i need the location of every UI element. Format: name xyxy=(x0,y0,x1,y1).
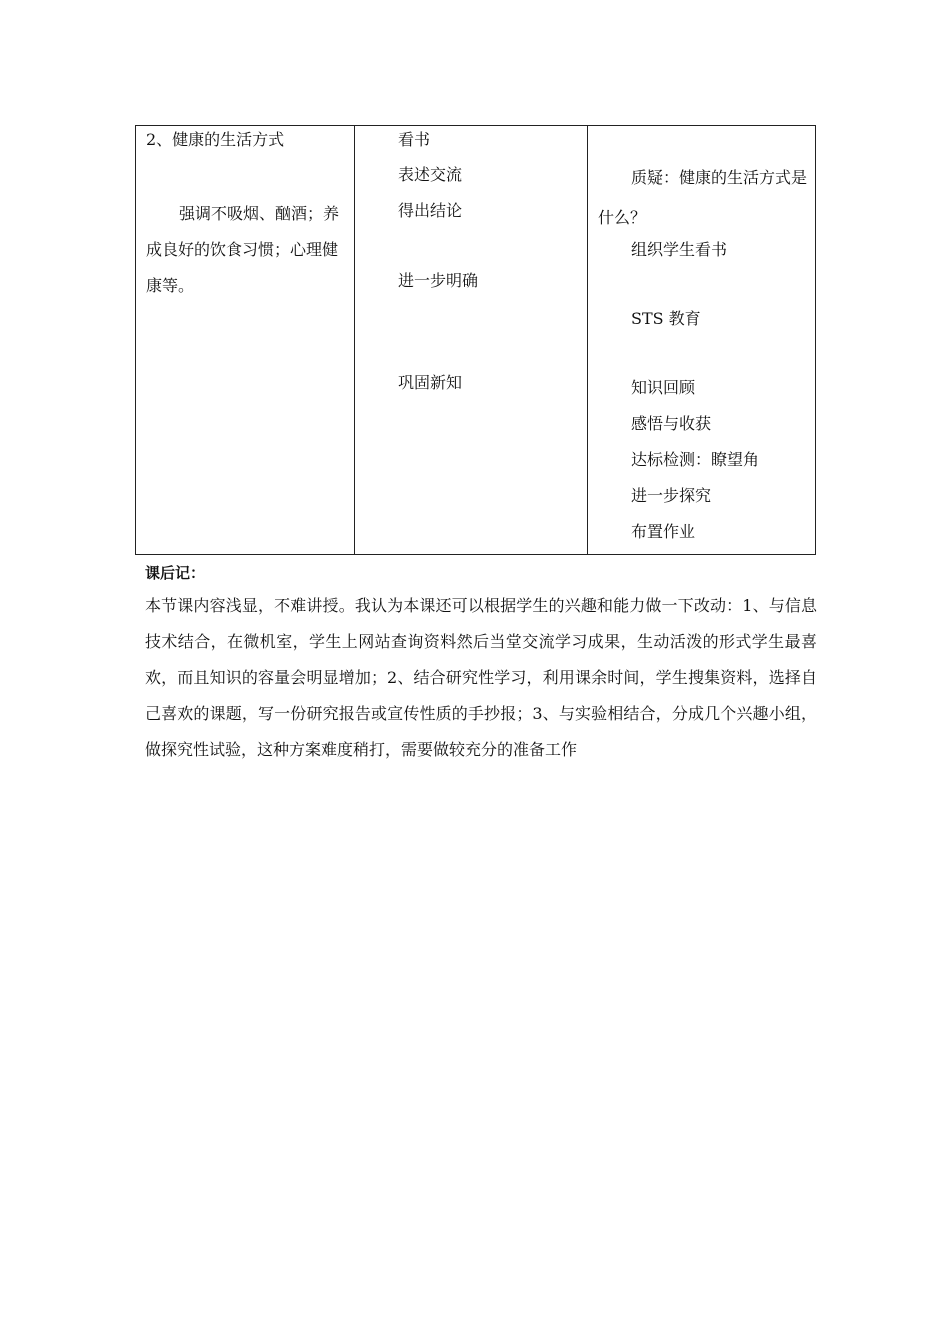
teacher-item: 进一步探究 xyxy=(631,486,712,505)
notes-heading: 课后记： xyxy=(145,564,206,582)
teacher-item: 达标检测：瞭望角 xyxy=(631,450,760,469)
student-activity-column xyxy=(355,126,588,554)
activity-item: 看书 xyxy=(398,130,431,149)
teacher-activity-column xyxy=(588,126,817,554)
activity-item: 得出结论 xyxy=(398,201,463,220)
section-description: 强调不吸烟、酗酒；养成良好的饮食习惯；心理健康等。 xyxy=(146,204,340,295)
teacher-item: 知识回顾 xyxy=(631,378,696,397)
teacher-item: 布置作业 xyxy=(631,522,696,541)
activity-item: 巩固新知 xyxy=(398,373,463,392)
teacher-item: 感悟与收获 xyxy=(631,414,712,433)
lesson-table xyxy=(135,125,816,555)
content-column xyxy=(136,126,355,554)
question-text: 质疑：健康的生活方式是什么？ xyxy=(598,168,808,227)
teacher-item: STS 教育 xyxy=(631,309,701,328)
notes-body: 本节课内容浅显，不难讲授。我认为本课还可以根据学生的兴趣和能力做一下改动：1、与信息技术结合，在微机室，学生上网站查询资料然后当堂交流学习成果，生动活泼的形式学生最喜欢，而且知识的容量会明显增加；2、结合研究性学习，利用课余时间，学生搜集资料，选择自己喜欢的课题，写一份研究报告或宣传性质的手抄报；3、与实验相结合，分成几个兴趣小组，做探究性试验，这种方案难度稍打，需要做较充分的准备工作 xyxy=(145,596,817,759)
activity-item: 表述交流 xyxy=(398,165,463,184)
teacher-item: 组织学生看书 xyxy=(631,240,728,259)
section-title: 2、健康的生活方式 xyxy=(146,130,285,149)
activity-item: 进一步明确 xyxy=(398,271,479,290)
